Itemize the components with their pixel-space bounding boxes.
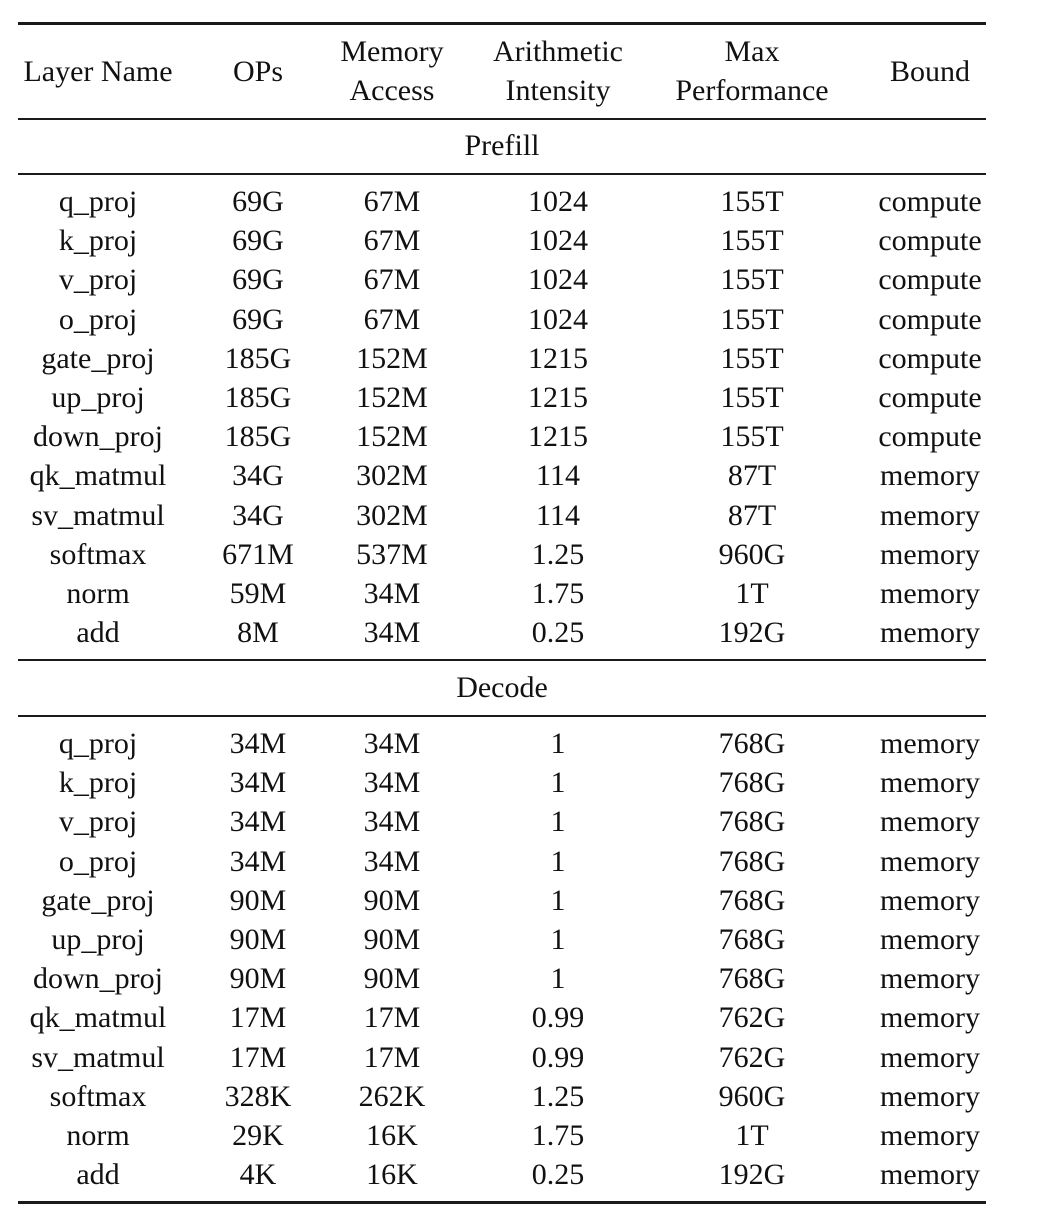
- section-title-prefill: Prefill: [464, 129, 540, 162]
- layer-name-cell: softmax: [49, 537, 147, 571]
- header-ops: OPs: [232, 55, 284, 88]
- max-performance-cell: 87T: [727, 498, 777, 532]
- bound-cell: memory: [880, 577, 980, 610]
- ops-cell: 17M: [229, 1001, 287, 1035]
- memory-access-cell: 90M: [363, 962, 421, 996]
- header-maxperf-line1: Max: [724, 35, 780, 68]
- arithmetic-intensity-cell: 114: [536, 459, 580, 493]
- layer-name-cell: up_proj: [51, 923, 145, 956]
- layer-name-cell: up_proj: [51, 381, 145, 414]
- ops-cell: 185G: [224, 341, 292, 375]
- max-performance-cell: 155T: [720, 381, 784, 414]
- bound-cell: memory: [880, 616, 980, 650]
- layer-name-cell: v_proj: [58, 805, 138, 839]
- ops-cell: 69G: [232, 185, 284, 218]
- max-performance-cell: 762G: [718, 1001, 786, 1035]
- memory-access-cell: 302M: [356, 498, 428, 532]
- arithmetic-intensity-cell: 1: [550, 962, 566, 996]
- arithmetic-intensity-cell: 0.25: [531, 616, 585, 650]
- layer-name-cell: q_proj: [58, 727, 138, 760]
- arithmetic-intensity-cell: 1024: [528, 185, 588, 218]
- memory-access-cell: 34M: [363, 766, 421, 800]
- memory-access-cell: 67M: [363, 263, 421, 297]
- header-bound: Bound: [889, 55, 971, 88]
- arithmetic-intensity-cell: 1: [550, 883, 566, 917]
- layer-name-cell: sv_matmul: [31, 1040, 165, 1074]
- memory-access-cell: 16K: [366, 1119, 418, 1152]
- bound-cell: memory: [880, 883, 980, 917]
- memory-access-cell: 262K: [358, 1079, 426, 1113]
- ops-cell: 34M: [229, 805, 287, 839]
- header-layer-name: Layer Name: [23, 55, 173, 88]
- ops-cell: 17M: [229, 1040, 287, 1074]
- ops-cell: 185G: [224, 381, 292, 414]
- bound-cell: memory: [880, 1079, 980, 1113]
- bound-cell: memory: [880, 1040, 980, 1074]
- max-performance-cell: 155T: [720, 341, 784, 375]
- bound-cell: memory: [880, 537, 980, 571]
- memory-access-cell: 34M: [363, 577, 421, 610]
- ops-cell: 34M: [229, 766, 287, 800]
- max-performance-cell: 768G: [718, 844, 786, 878]
- arithmetic-intensity-cell: 114: [536, 498, 580, 532]
- arithmetic-intensity-cell: 1: [550, 727, 566, 760]
- max-performance-cell: 155T: [720, 224, 784, 258]
- layer-name-cell: add: [76, 616, 120, 650]
- arithmetic-intensity-cell: 1: [550, 923, 566, 956]
- memory-access-cell: 34M: [363, 844, 421, 878]
- max-performance-cell: 1T: [735, 1119, 769, 1152]
- arithmetic-intensity-cell: 0.99: [531, 1040, 585, 1074]
- arithmetic-intensity-cell: 1215: [528, 341, 588, 375]
- max-performance-cell: 155T: [720, 263, 784, 297]
- bound-cell: compute: [878, 263, 982, 297]
- bound-cell: compute: [878, 302, 982, 336]
- arithmetic-intensity-cell: 1215: [528, 420, 588, 454]
- ops-cell: 69G: [232, 263, 284, 297]
- ops-cell: 90M: [229, 923, 287, 956]
- header-ai-line1: Arithmetic: [493, 35, 623, 68]
- arithmetic-intensity-cell: 1.25: [531, 1079, 585, 1113]
- bound-cell: memory: [880, 727, 980, 760]
- max-performance-cell: 192G: [718, 616, 786, 650]
- header-maxperf-line2: Performance: [675, 74, 829, 107]
- arithmetic-intensity-cell: 1215: [528, 381, 588, 414]
- ops-cell: 34M: [229, 727, 287, 760]
- prefill-rule: [18, 173, 986, 175]
- ops-cell: 34M: [229, 844, 287, 878]
- arithmetic-intensity-cell: 1: [550, 805, 566, 839]
- max-performance-cell: 762G: [718, 1040, 786, 1074]
- bound-cell: memory: [880, 844, 980, 878]
- header-memory-line1: Memory: [340, 35, 444, 68]
- max-performance-cell: 155T: [720, 185, 784, 218]
- layer-name-cell: gate_proj: [41, 883, 155, 917]
- layer-name-cell: softmax: [49, 1079, 147, 1113]
- arithmetic-intensity-cell: 1024: [528, 263, 588, 297]
- layer-name-cell: qk_matmul: [29, 459, 167, 493]
- bound-cell: compute: [878, 381, 982, 414]
- layer-name-cell: qk_matmul: [29, 1001, 167, 1035]
- memory-access-cell: 17M: [363, 1001, 421, 1035]
- header-rule: [18, 118, 986, 120]
- ops-cell: 90M: [229, 962, 287, 996]
- memory-access-cell: 537M: [356, 537, 428, 571]
- ops-cell: 34G: [232, 498, 284, 532]
- arithmetic-intensity-cell: 0.99: [531, 1001, 585, 1035]
- max-performance-cell: 192G: [718, 1158, 786, 1192]
- arithmetic-intensity-cell: 1.75: [531, 577, 585, 610]
- bound-cell: memory: [880, 1158, 980, 1192]
- header-memory-line2: Access: [349, 74, 435, 107]
- layer-name-cell: norm: [66, 577, 130, 610]
- memory-access-cell: 90M: [363, 883, 421, 917]
- ops-cell: 34G: [232, 459, 284, 493]
- max-performance-cell: 768G: [718, 727, 786, 760]
- ops-cell: 59M: [229, 577, 287, 610]
- decode-rule: [18, 715, 986, 717]
- bound-cell: memory: [880, 1119, 980, 1152]
- memory-access-cell: 67M: [363, 302, 421, 336]
- bound-cell: memory: [880, 923, 980, 956]
- max-performance-cell: 768G: [718, 766, 786, 800]
- layer-name-cell: down_proj: [33, 420, 163, 454]
- arithmetic-intensity-cell: 1: [550, 844, 566, 878]
- max-performance-cell: 155T: [720, 302, 784, 336]
- bound-cell: compute: [878, 341, 982, 375]
- bound-cell: memory: [880, 1001, 980, 1035]
- max-performance-cell: 1T: [735, 577, 769, 610]
- bound-cell: memory: [880, 459, 980, 493]
- layer-name-cell: down_proj: [33, 962, 163, 996]
- layer-name-cell: o_proj: [58, 302, 138, 336]
- layer-name-cell: add: [76, 1158, 120, 1192]
- layer-name-cell: o_proj: [58, 844, 138, 878]
- memory-access-cell: 152M: [356, 341, 428, 375]
- memory-access-cell: 302M: [356, 459, 428, 493]
- memory-access-cell: 34M: [363, 805, 421, 839]
- arithmetic-intensity-cell: 1024: [528, 302, 588, 336]
- max-performance-cell: 87T: [727, 459, 777, 493]
- top-rule: [18, 22, 986, 25]
- max-performance-cell: 768G: [718, 805, 786, 839]
- layer-name-cell: q_proj: [58, 185, 138, 218]
- bottom-rule: [18, 1201, 986, 1204]
- ops-cell: 69G: [232, 224, 284, 258]
- memory-access-cell: 90M: [363, 923, 421, 956]
- section-title-decode: Decode: [456, 671, 548, 704]
- header-ai-line2: Intensity: [505, 74, 611, 107]
- max-performance-cell: 768G: [718, 962, 786, 996]
- layer-name-cell: k_proj: [58, 224, 138, 258]
- ops-cell: 8M: [237, 616, 279, 650]
- memory-access-cell: 16K: [366, 1158, 418, 1192]
- arithmetic-intensity-cell: 1.25: [531, 537, 585, 571]
- arithmetic-intensity-cell: 1.75: [531, 1119, 585, 1152]
- section-separator-rule: [18, 659, 986, 661]
- layer-name-cell: gate_proj: [41, 341, 155, 375]
- max-performance-cell: 768G: [718, 923, 786, 956]
- memory-access-cell: 67M: [363, 185, 421, 218]
- bound-cell: memory: [880, 498, 980, 532]
- max-performance-cell: 155T: [720, 420, 784, 454]
- ops-cell: 69G: [232, 302, 284, 336]
- ops-cell: 185G: [224, 420, 292, 454]
- memory-access-cell: 67M: [363, 224, 421, 258]
- ops-cell: 4K: [239, 1158, 277, 1192]
- layer-name-cell: v_proj: [58, 263, 138, 297]
- ops-cell: 328K: [224, 1079, 292, 1113]
- bound-cell: memory: [880, 805, 980, 839]
- bound-cell: compute: [878, 185, 982, 218]
- ops-cell: 90M: [229, 883, 287, 917]
- memory-access-cell: 34M: [363, 616, 421, 650]
- memory-access-cell: 152M: [356, 381, 428, 414]
- bound-cell: compute: [878, 224, 982, 258]
- memory-access-cell: 34M: [363, 727, 421, 760]
- arithmetic-intensity-cell: 0.25: [531, 1158, 585, 1192]
- layer-name-cell: k_proj: [58, 766, 138, 800]
- max-performance-cell: 960G: [718, 1079, 786, 1113]
- bound-cell: compute: [878, 420, 982, 454]
- max-performance-cell: 960G: [718, 537, 786, 571]
- bound-cell: memory: [880, 962, 980, 996]
- ops-cell: 671M: [222, 537, 294, 571]
- layer-name-cell: norm: [66, 1119, 130, 1152]
- arithmetic-intensity-cell: 1: [550, 766, 566, 800]
- memory-access-cell: 17M: [363, 1040, 421, 1074]
- ops-cell: 29K: [232, 1119, 284, 1152]
- memory-access-cell: 152M: [356, 420, 428, 454]
- arithmetic-intensity-cell: 1024: [528, 224, 588, 258]
- layer-name-cell: sv_matmul: [31, 498, 165, 532]
- bound-cell: memory: [880, 766, 980, 800]
- max-performance-cell: 768G: [718, 883, 786, 917]
